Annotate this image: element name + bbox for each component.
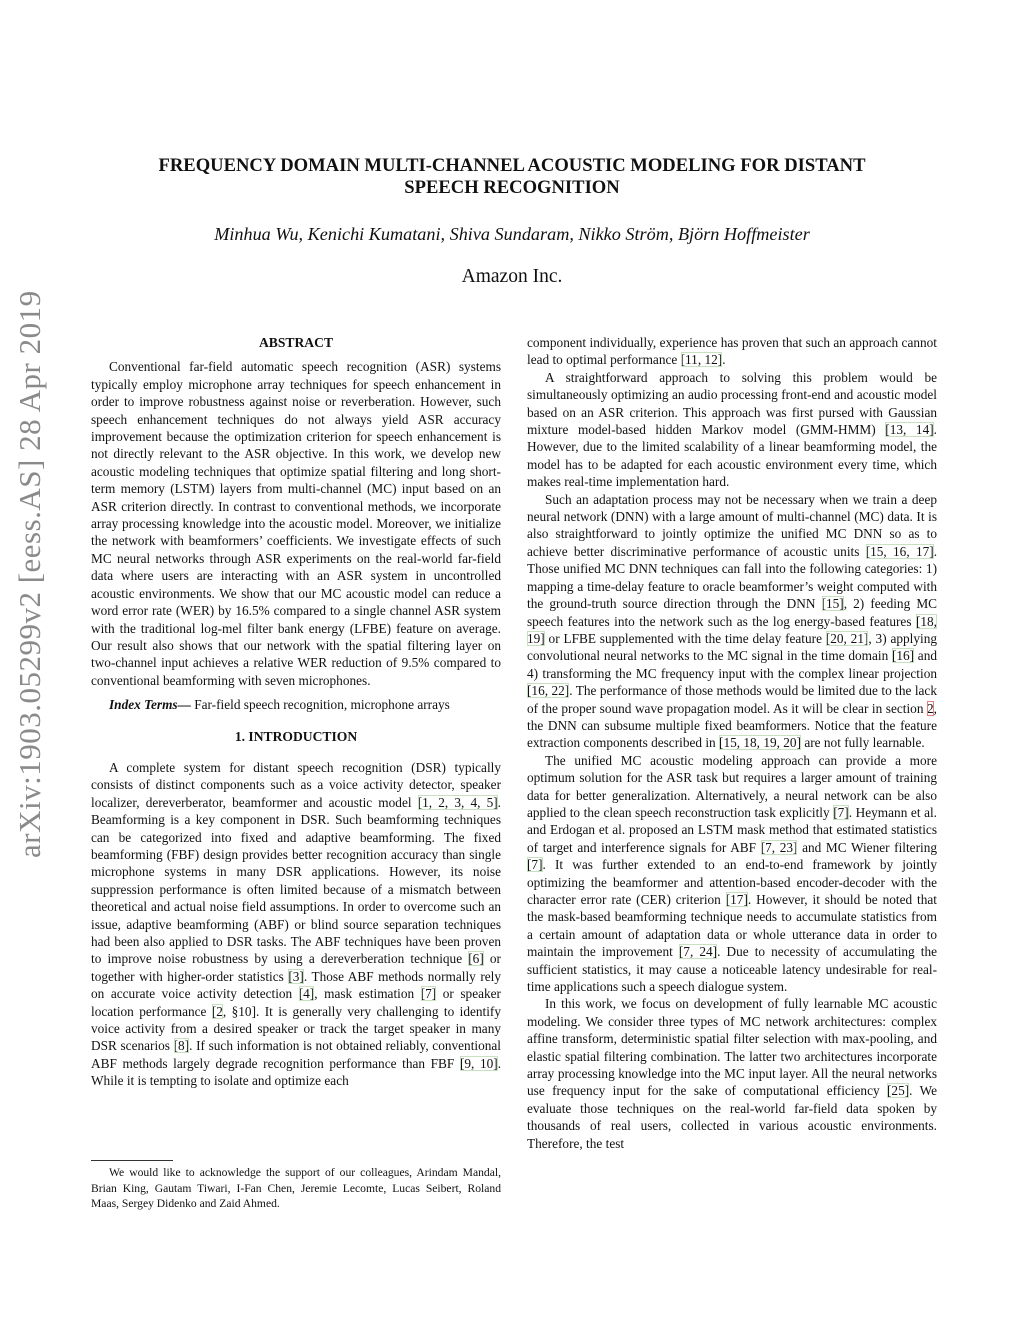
citation-link[interactable]: [7, 24]	[678, 944, 718, 960]
citation-link[interactable]: [6]	[468, 951, 484, 967]
intro-p1-tail: . While it is tempting to isolate and optimize each	[91, 1055, 502, 1089]
citation-link[interactable]: [9, 10]	[459, 1055, 498, 1071]
abstract-text: Conventional far-field automatic speech recognition (ASR) systems typically employ microphone array techniques for speech enhancement in order to improve robustness against noise or reverberation. However, such speech enhancement techniques do not always yield ASR accuracy improvement because the optimization criterion for speech enhancement is not directly relevant to the ASR objective. In this work, we develop new acoustic modeling techniques that optimize spatial filtering and long short-term memory (LSTM) layers from multi-channel (MC) input based on an ASR criterion directly. In contrast to conventional methods, we incorporate array processing knowledge into the acoustic model. Moreover, we initialize the network with beamformers’ coefficients. We investigate effects of such MC neural networks through ASR experiments on the real-world far-field data where users are interacting with an ASR system in uncontrolled acoustic environments. We show that our MC acoustic model can reduce a word error rate (WER) by 16.5% compared to a single channel ASR system with the traditional log-mel filter bank energy (LFBE) feature on average. Our result also shows that our network with the spatial filtering layer on two-channel input achieves a relative WER reduction of 9.5% compared to conventional beamforming with seven microphones.	[91, 359, 501, 688]
citation-link[interactable]: [2	[211, 1003, 223, 1019]
left-column	[91, 334, 501, 1090]
intro-paragraph-1-continued: component individually, experience has proven that such an approach cannot lead to optimal performance [11, 12].	[527, 335, 937, 368]
intro-paragraph-4: The unified MC acoustic modeling approach can provide a more optimum solution for the ASR task but requires a larger amount of training data for better generalization. Alternatively, a neural network can be also applied to the clean speech reconstruction task explicitly [7]. Heymann et al. and Erdogan et al. proposed an LSTM mask method that estimated statistics of target and interference signals for ABF [7, 23] and MC Wiener filtering [7]. It was further extended to an end-to-end framework by jointly optimizing the beamformer and attention-based encoder-decoder with the character error rate (CER) criterion [17]. However, it should be noted that the mask-based beamforming technique needs to accumulate statistics from a certain amount of adaptation data or whole utterance data in order to maintain the improvement [7, 24]. Due to necessity of accumulating the sufficient statistics, it may cause a noticeable latency undesirable for real-time applications such a speech dialogue system.	[527, 752, 938, 995]
footnote-rule	[91, 1160, 173, 1161]
introduction-heading: 1. INTRODUCTION	[234, 728, 358, 744]
intro-paragraph-1: A complete system for distant speech recognition (DSR) typically consists of distinct components such as a voice activity detector, speaker localizer, dereverberator, beamformer and acoustic model [1, 2, 3, 4, 5]. Beamforming is a key component in DSR. Such beamforming techniques can be categorized into fixed and adaptive beamforming. The fixed beamforming (FBF) design provides better recognition accuracy than single microphone systems in many DSR applications. However, its noise suppression performance is often limited because of a mismatch between theoretical and actual noise field assumptions. In order to overcome such an issue, adaptive beamforming (ABF) or blind source separation techniques had been also applied to DSR tasks. The ABF techniques have been proven to improve noise robustness by using a dereverberation technique [6] or together with higher-order statistics [3]. Those ABF methods normally rely on accurate voice activity detection [4], mask estimation [7] or speaker location performance [2, §10]. It is generally very challenging to identify voice activity from a desired speaker or track the target speaker in many DSR scenarios [8]. If such information is not obtained reliably, conventional ABF methods largely degrade recognition performance than FBF [9, 10]. While it is tempting to isolate and optimize each	[91, 759, 502, 1089]
intro-paragraph-2: A straightforward approach to solving this problem would be simultaneously optimizing an audio processing front-end and acoustic model based on an ASR criterion. This approach was first pursed with Gaussian mixture model-based hidden Markov model (GMM-HMM) [13, 14]. However, due to the limited scalability of a linear beamforming model, the model has to be adapted for each acoustic environment every time, which makes real-time implementation hard.	[527, 369, 937, 490]
intro-paragraph-3: Such an adaptation process may not be necessary when we train a deep neural network (DNN) with a large amount of multi-channel (MC) data. It is also straightforward to jointly optimize the unified MC DNN so as to achieve better discriminative performance of acoustic units [15, 16, 17]. Those unified MC DNN techniques can fall into the following categories: 1) mapping a time-delay feature to oracle beamformer’s weight computed with the ground-truth source direction through the DNN [15], 2) feeding MC speech features into the network such as the log energy-based features [18, 19] or LFBE supplemented with the time delay feature [20, 21], 3) applying convolutional neural networks to the MC signal in the time domain [16] and 4) transforming the MC frequency input with the complex linear projection [16, 22]. The performance of those methods would be limited due to the lack of the proper sound wave propagation model. As it will be clear in section 2, the DNN can subsume multiple fixed beamformers. Notice that the feature extraction components described in [15, 18, 19, 20] are not fully learnable.	[527, 491, 938, 751]
right-column	[527, 334, 937, 1152]
citation-link[interactable]: [16, 22]	[527, 683, 570, 699]
affiliation: Amazon Inc.	[461, 266, 563, 287]
citation-link[interactable]: [25]	[887, 1083, 910, 1099]
citation-link[interactable]: [7]	[420, 986, 437, 1002]
citation-link[interactable]: [16]	[891, 648, 915, 664]
author-list: Minhua Wu, Kenichi Kumatani, Shiva Sundaram, Nikko Ström, Björn Hoffmeister	[214, 224, 810, 244]
citation-link[interactable]: [13, 14]	[885, 422, 934, 438]
citation-link[interactable]: [4]	[298, 986, 315, 1002]
citation-link[interactable]: [7]	[527, 857, 543, 873]
citation-link[interactable]: [3]	[288, 968, 304, 984]
acknowledgment-footnote: We would like to acknowledge the support of our colleagues, Arindam Mandal, Brian King, Gautam Tiwari, I-Fan Chen, Jeremie Lecomte, Lucas Seibert, Roland Maas, Sergey Didenko and Zaid Ahmed.	[91, 1166, 501, 1210]
index-terms-text: Far-field speech recognition, microphone arrays	[194, 697, 450, 713]
citation-link[interactable]: [15, 18, 19, 20]	[719, 735, 802, 751]
index-terms-label: Index Terms—	[109, 697, 191, 713]
citation-link[interactable]: [15, 16, 17]	[865, 543, 934, 559]
arxiv-sidebar-stamp: arXiv:1903.05299v2 [eess.AS] 28 Apr 2019	[12, 290, 47, 858]
paper-title: FREQUENCY DOMAIN MULTI-CHANNEL ACOUSTIC MODELING FOR DISTANT SPEECH RECOGNITION	[158, 155, 866, 198]
citation-link[interactable]: [18, 19]	[527, 613, 937, 646]
intro-paragraph-5: In this work, we focus on development of fully learnable MC acoustic modeling. We consider three types of MC network architectures: complex affine transform, deterministic spatial filter selection with max-pooling, and elastic spatial filtering combination. The latter two architectures incorporate array processing knowledge into the MC input layer. All the neural networks use frequency input for the sake of computational efficiency [25]. We evaluate those techniques on the real-world far-field data spoken by thousands of real users, collected in various acoustic environments. Therefore, the test	[527, 996, 937, 1151]
citation-link[interactable]: [7]	[833, 804, 849, 820]
citation-link[interactable]: [11, 12]	[680, 352, 723, 368]
section-reference-link[interactable]: 2	[927, 700, 934, 716]
citation-link[interactable]: [20, 21]	[825, 630, 869, 646]
citation-link[interactable]: [8]	[173, 1038, 190, 1054]
citation-link[interactable]: [1, 2, 3, 4, 5]	[417, 794, 498, 810]
citation-link[interactable]: [17]	[725, 892, 748, 907]
citation-link[interactable]: [7, 23]	[760, 839, 798, 855]
intro-p1-cont: component individually, experience has proven that such an approach cannot lead to optimal performance	[527, 335, 937, 368]
citation-link[interactable]: [15]	[821, 596, 844, 612]
abstract-heading: ABSTRACT	[258, 335, 334, 350]
index-terms	[91, 696, 501, 713]
